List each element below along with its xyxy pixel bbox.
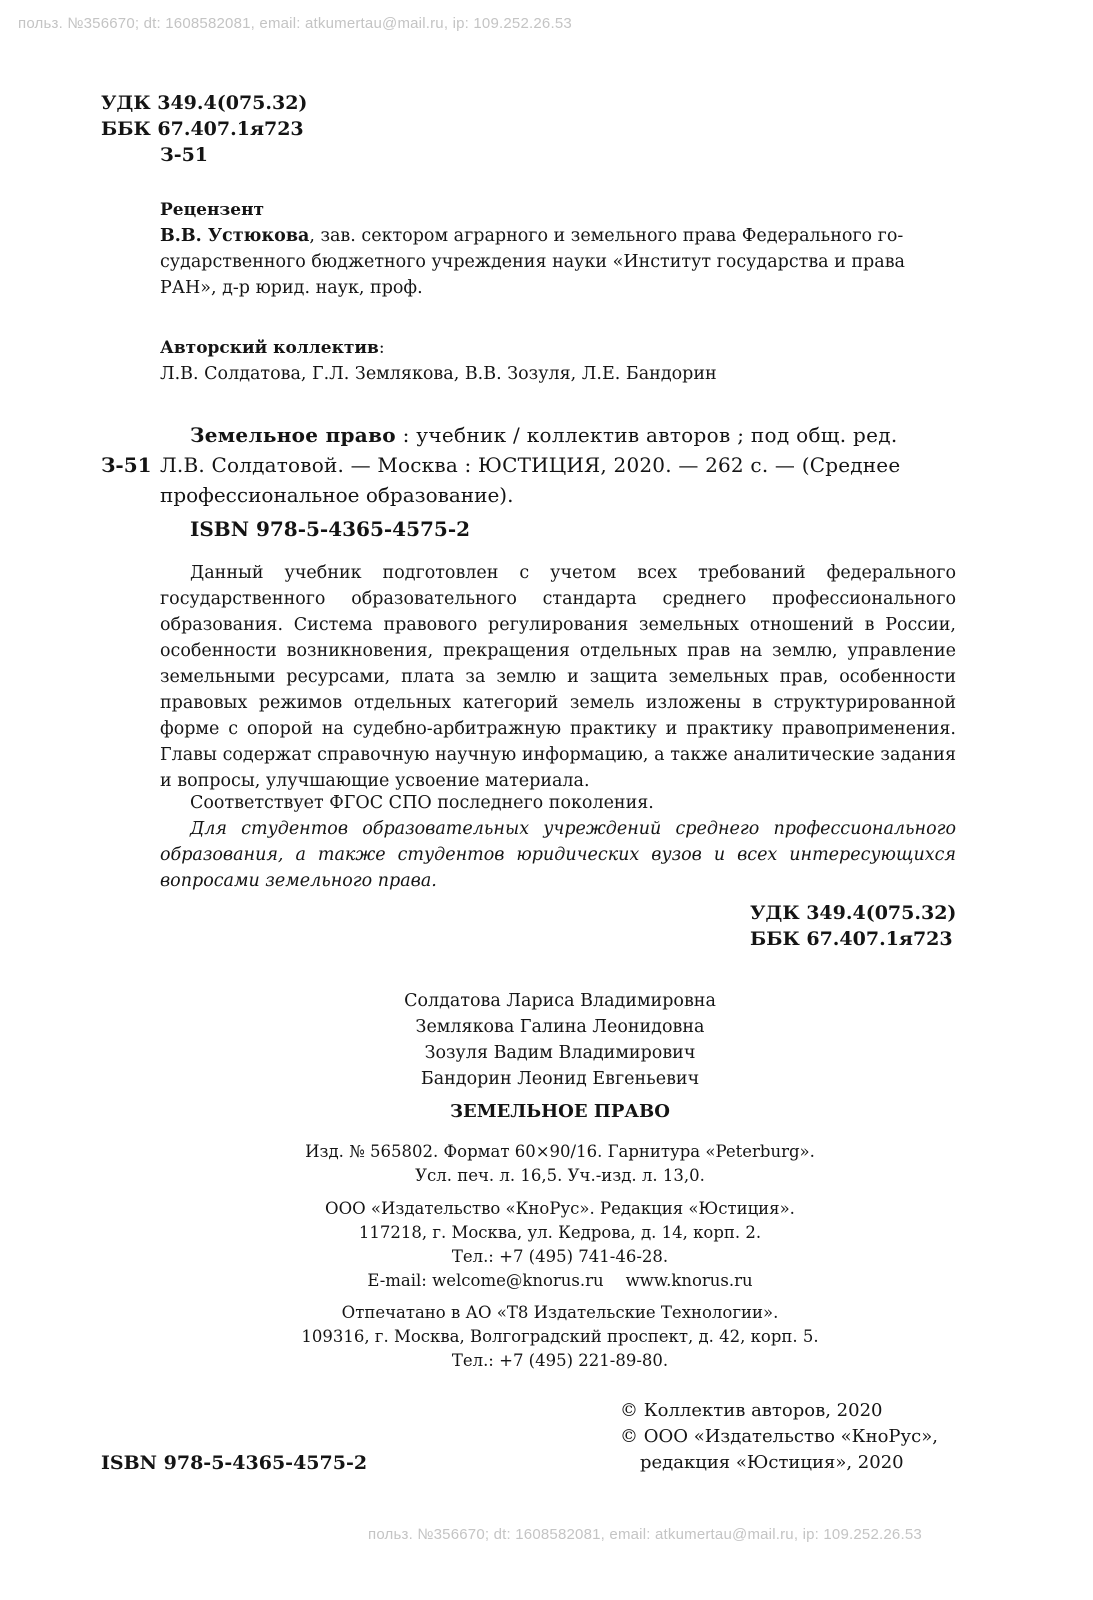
authors-heading: Авторский коллектив xyxy=(160,338,379,358)
copyright-line-1: © Коллектив авторов, 2020 xyxy=(620,1400,883,1421)
printer-address: 109316, г. Москва, Волгоградский проспект, д. 42, корп. 5. xyxy=(301,1327,819,1346)
bbk-code-right: ББК 67.407.1я723 xyxy=(750,928,953,950)
bbk-code-header xyxy=(101,116,304,142)
book-title-bib: Земельное право xyxy=(190,423,396,447)
bib-line-3: профессиональное образование). xyxy=(160,483,514,507)
publisher-address: 117218, г. Москва, ул. Кедрова, д. 14, корп. 2. xyxy=(358,1223,762,1242)
reviewer-text: , зав. сектором аграрного и земельного права Федерального го- xyxy=(309,226,904,246)
reviewer-line-1 xyxy=(160,223,903,249)
fgos-line: Соответствует ФГОС СПО последнего поколения. xyxy=(190,793,654,813)
author-full-name-2: Землякова Галина Леонидовна xyxy=(415,1017,705,1037)
bbk-value: 67.407.1я723 xyxy=(157,118,304,140)
isbn-footer: ISBN 978-5-4365-4575-2 xyxy=(101,1452,368,1474)
author-full-name-3: Зозуля Вадим Владимирович xyxy=(424,1043,696,1063)
authors-list: Л.В. Солдатова, Г.Л. Землякова, В.В. Зозуля, Л.Е. Бандорин xyxy=(160,364,717,384)
bib-side-mark: З-51 xyxy=(101,453,152,477)
authors-colon: : xyxy=(378,338,385,358)
author-mark-header: З-51 xyxy=(160,144,209,166)
author-full-name-4: Бандорин Леонид Евгеньевич xyxy=(420,1069,700,1089)
publisher-name: ООО «Издательство «КноРус». Редакция «Юстиция». xyxy=(325,1199,795,1218)
reviewer-heading: Рецензент xyxy=(160,200,265,220)
udk-code-right: УДК 349.4(075.32) xyxy=(750,902,957,924)
copyright-line-2: © ООО «Издательство «КноРус», xyxy=(620,1426,938,1447)
authors-heading-line xyxy=(160,335,385,361)
reviewer-line-3: РАН», д-р юрид. наук, проф. xyxy=(160,278,423,298)
annotation-paragraph: Данный учебник подготовлен с учетом всех требований федерального государственного образовательного стандарта среднего профессионального образования. Система правового регулирования земельных отношений в России, особенности возникновения, прекращения отдельных прав на землю, управление земельными ресурсами, плата за землю и защита земельных прав, особенности правовых режимов отдельных категорий земель изложены в структурированной форме с опорой на судебно-арбитражную практику и практику правоприменения. Главы содержат справочную научную информацию, а также аналитические задания и вопросы, улучшающие усвоение материала. xyxy=(160,563,956,791)
publisher-phone: Тел.: +7 (495) 741-46-28. xyxy=(451,1247,669,1266)
udk-code-header xyxy=(101,90,307,116)
copyright-line-3: редакция «Юстиция», 2020 xyxy=(640,1452,904,1473)
udk-value: 349.4(075.32) xyxy=(157,92,308,114)
bbk-label: ББК xyxy=(101,118,151,140)
printer-phone: Тел.: +7 (495) 221-89-80. xyxy=(451,1351,669,1370)
isbn-bib: ISBN 978-5-4365-4575-2 xyxy=(190,517,471,541)
audience-paragraph: Для студентов образовательных учреждений среднего профессионального образования, а также студентов юридических вузов и всех интересующихся вопросами земельного права. xyxy=(160,819,956,891)
udk-label: УДК xyxy=(101,92,151,114)
bib-line-1-rest: : учебник / коллектив авторов ; под общ. ред. xyxy=(395,423,898,447)
publisher-email: E-mail: welcome@knorus.ru xyxy=(367,1271,604,1290)
reviewer-name: В.В. Устюкова xyxy=(160,226,310,246)
bib-line-2: Л.В. Солдатовой. — Москва : ЮСТИЦИЯ, 2020. — 262 с. — (Среднее xyxy=(160,453,901,477)
watermark-bottom: польз. №356670; dt: 1608582081, email: atkumertau@mail.ru, ip: 109.252.26.53 xyxy=(368,1526,922,1543)
publisher-site: www.knorus.ru xyxy=(625,1271,753,1290)
tech-line-2: Усл. печ. л. 16,5. Уч.-изд. л. 13,0. xyxy=(415,1166,705,1185)
bib-line-1 xyxy=(190,422,898,448)
book-title-imprint: ЗЕМЕЛЬНОЕ ПРАВО xyxy=(450,1101,670,1122)
printer-name: Отпечатано в АО «Т8 Издательские Технологии». xyxy=(341,1303,779,1322)
reviewer-line-2: сударственного бюджетного учреждения науки «Институт государства и права xyxy=(160,252,905,272)
publisher-contacts xyxy=(240,1269,880,1293)
watermark-top: польз. №356670; dt: 1608582081, email: atkumertau@mail.ru, ip: 109.252.26.53 xyxy=(18,15,572,32)
tech-line-1: Изд. № 565802. Формат 60×90/16. Гарнитура «Peterburg». xyxy=(305,1142,815,1161)
author-full-name-1: Солдатова Лариса Владимировна xyxy=(404,991,716,1011)
